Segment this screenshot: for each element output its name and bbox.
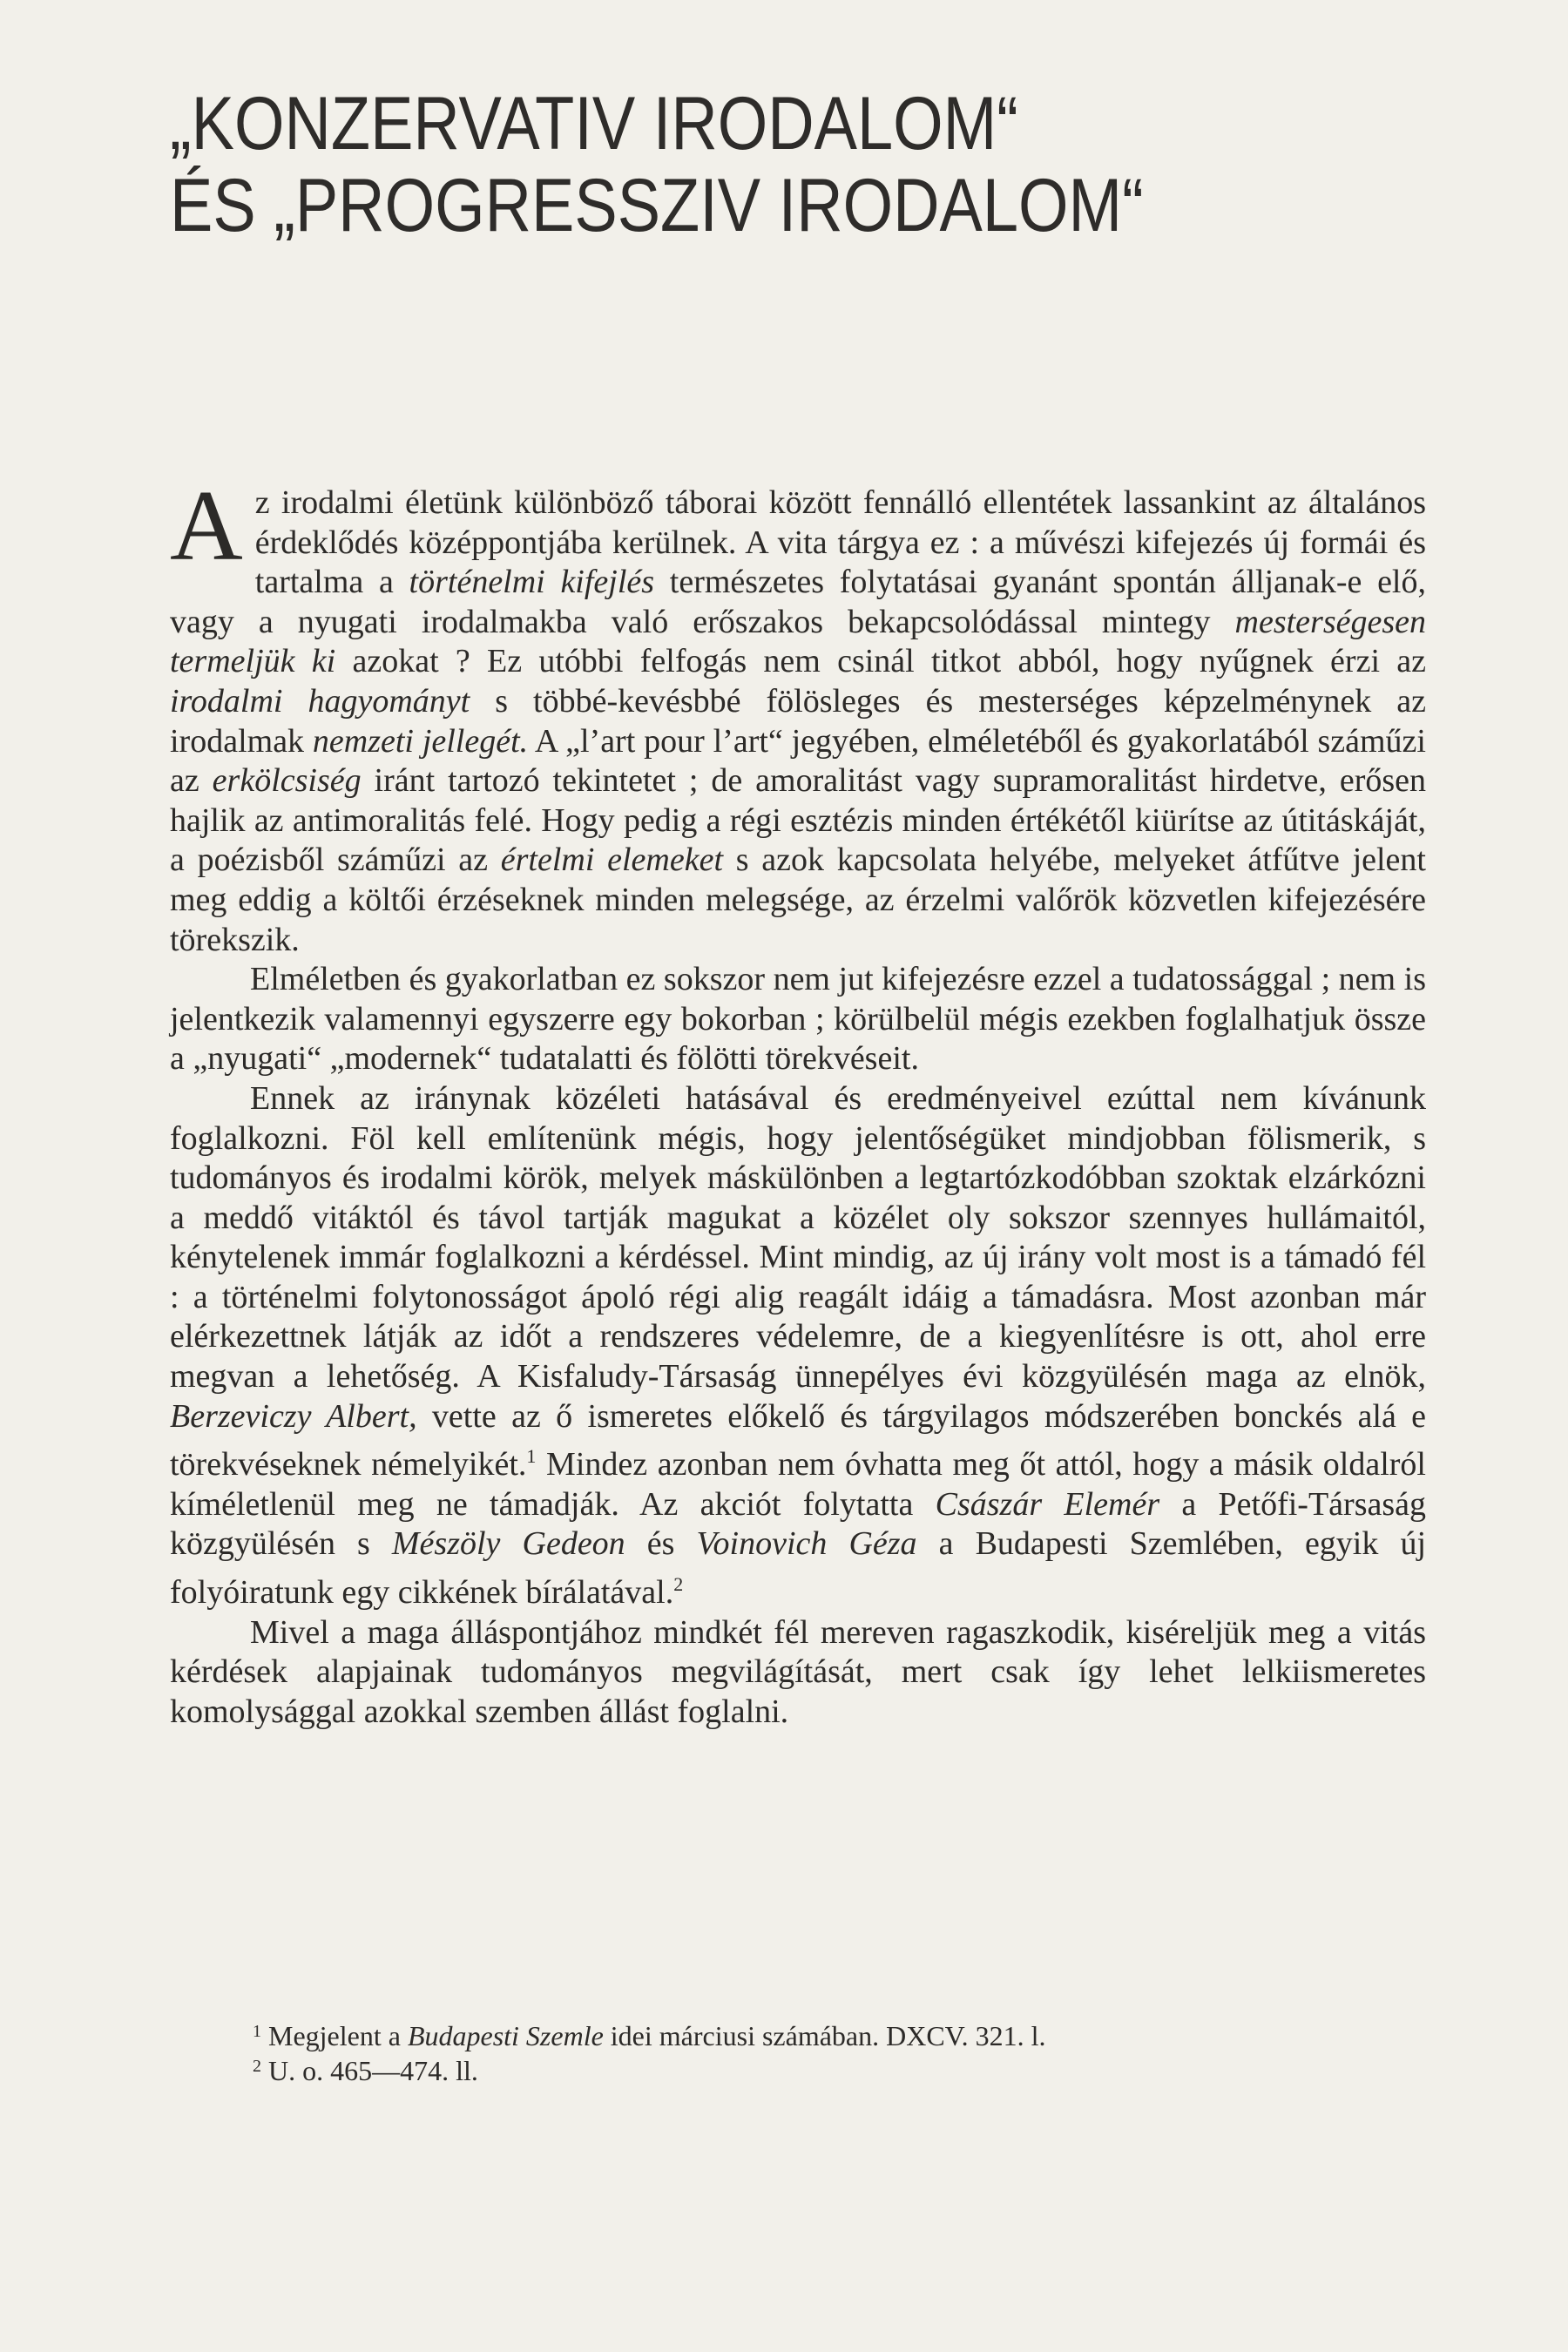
title-line-2: ÉS „PROGRESSZIV IRODALOM“	[170, 164, 1144, 247]
drop-cap: A	[170, 470, 243, 582]
footnote-mark: 1	[253, 2022, 261, 2041]
emphasis: Voinovich Géza	[696, 1525, 917, 1563]
text: iránt tartozó tekintetet ; de amoralitást vagy supramoralitást hirdetve, erősen hajlik az antimoralitás felé. Hogy pedig a régi esztézis minden értékétől kiürítse az útitáskáját, a poézisből száműzi az	[170, 762, 1427, 879]
paragraph-2: Elméletben és gyakorlatban ez sokszor nem jut kifejezésre ezzel a tudatossággal ; nem is jelentkezik valamennyi egyszerre egy bokorban ; körülbelül mégis ezekben foglalhatjuk össze a „nyugati“ „modernek“ tudatalatti és fölötti törekvéseit.	[170, 961, 1426, 1078]
footnote-mark: 2	[253, 2057, 261, 2076]
emphasis: Mészöly Gedeon	[391, 1525, 625, 1563]
emphasis: irodalmi hagyományt	[170, 682, 470, 720]
text: Megjelent a	[268, 2020, 408, 2051]
text: s többé-kevésbbé fölösleges és mesterséges képzelménynek az irodalmak	[170, 682, 1426, 760]
text: azokat ? Ez utóbbi felfogás nem csinál titkot abból, hogy nyűgnek érzi az	[335, 643, 1427, 680]
text: z irodalmi életünk különböző táborai között fennálló ellentétek lassankint az általános érdeklődés középpontjába kerülnek. A vita tárgya ez : a művészi kifejezés új formái és tartalma a	[254, 484, 1426, 601]
text: Mindez azonban nem óvhatta meg őt attól, hogy a másik oldalról kíméletlenül meg ne támadják. Az akciót folytatta	[170, 1446, 1426, 1523]
text: a Petőfi-Társaság közgyülésén s	[170, 1485, 1427, 1563]
paragraph-1	[170, 470, 1427, 960]
emphasis: értelmi elemeket	[500, 841, 724, 879]
title-line-1: „KONZERVATIV IRODALOM“	[170, 82, 1018, 166]
text: s azok kapcsolata helyébe, melyeket átfűtve jelent meg eddig a költői érzéseknek minden melegsége, az érzelmi valőrök közvetlen kifejezésére törekszik.	[170, 841, 1426, 958]
emphasis: mesterségesen termeljük ki	[170, 603, 1426, 680]
paragraph-3	[170, 1079, 1426, 1613]
text: a Budapesti Szemlében, egyik új folyóiratunk egy cikkének bírálatával.	[170, 1525, 1427, 1612]
footnote-ref-1[interactable]: 1	[526, 1445, 537, 1468]
emphasis: Berzeviczy Albert,	[170, 1397, 417, 1435]
footnote-1	[253, 2017, 1429, 2051]
emphasis: Császár Elemér	[935, 1485, 1160, 1523]
text: természetes folytatásai gyanánt spontán álljanak-e elő, vagy a nyugati irodalmakba való erőszakos bekapcsolódással mintegy	[170, 564, 1426, 640]
emphasis: történelmi kifejlés	[409, 564, 655, 601]
emphasis: Budapesti Szemle	[407, 2020, 604, 2051]
emphasis: nemzeti jellegét.	[312, 722, 529, 760]
footnotes	[253, 2017, 1429, 2086]
emphasis: erkölcsiség	[212, 762, 362, 800]
text: vette az ő ismeretes előkelő és tárgyilagos módszerében bonckés alá e törekvéseknek némelyikét.	[170, 1397, 1427, 1484]
article-body	[170, 470, 1427, 1732]
paragraph-4: Mivel a maga álláspontjához mindkét fél mereven ragaszkodik, kiséreljük meg a vitás kérdések alapjainak tudományos megvilágítását, mert csak így lehet lelkiismeretes komolysággal azokkal szemben állást foglalni.	[170, 1613, 1426, 1730]
text: U. o. 465—474. ll.	[268, 2055, 478, 2086]
article-title	[170, 83, 1219, 247]
footnote-2	[253, 2051, 1429, 2086]
footnote-ref-2[interactable]: 2	[673, 1573, 684, 1596]
text: idei márciusi számában. DXCV. 321. l.	[603, 2020, 1046, 2051]
text: Ennek az iránynak közéleti hatásával és eredményeivel ezúttal nem kívánunk foglalkozni. Föl kell említenünk mégis, hogy jelentőségüket mindjobban fölismerik, s tudományos és irodalmi körök, melyek máskülönben a legtartózkodóbban szoktak elzárkózni a meddő vitáktól és távol tartják magukat a közélet oly sokszor szennyes hullámaitól, kénytelenek immár foglalkozni a kérdéssel. Mint mindig, az új irány volt most is a támadó fél : a történelmi folytonosságot ápoló régi alig reagált idáig a támadásra. Most azonban már elérkezettnek látják az időt a rendszeres védelemre, de a kiegyenlítésre is ott, ahol erre megvan a lehetőség. A Kisfaludy-Társaság ünnepélyes évi közgyülésén maga az elnök,	[170, 1079, 1426, 1396]
text: A „l’art pour l’art“ jegyében, elméletéből és gyakorlatából száműzi az	[170, 722, 1426, 800]
text: és	[625, 1525, 697, 1563]
